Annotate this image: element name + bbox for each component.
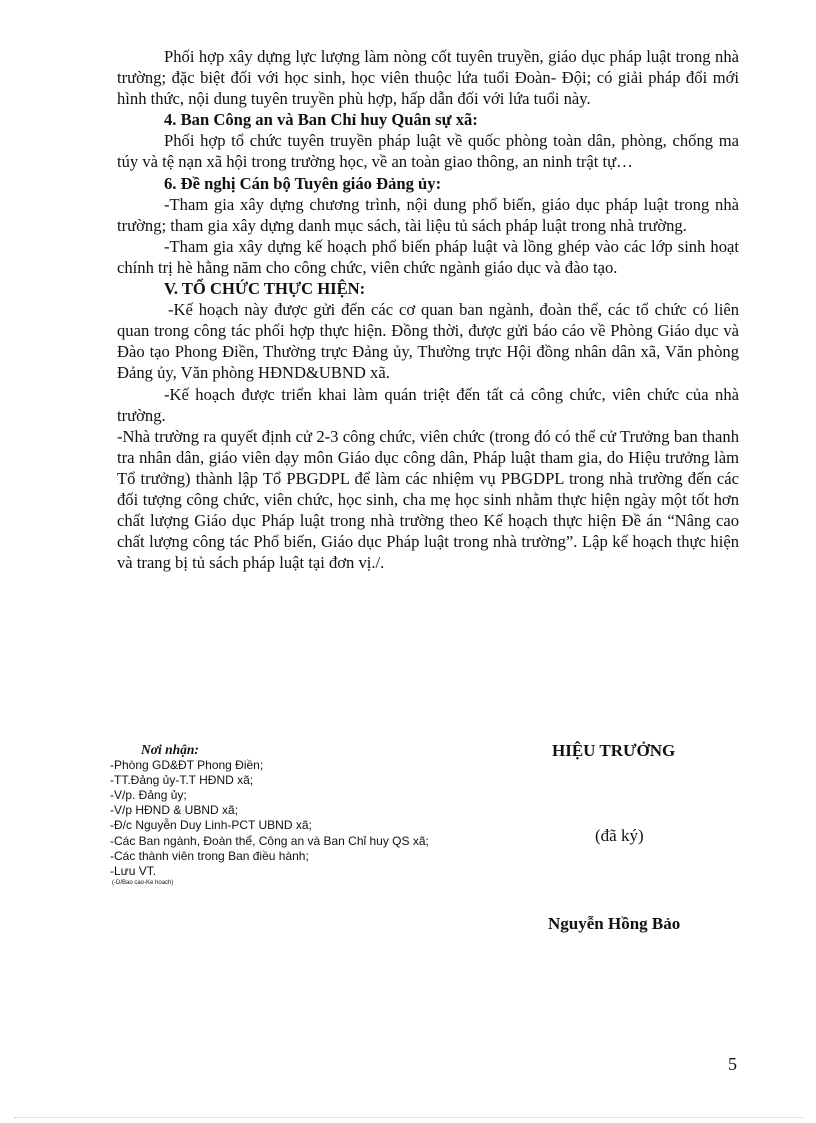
document-body [117, 46, 739, 573]
paragraph-distribution: -Kế hoạch này được gửi đến các cơ quan ban ngành, đoàn thể, các tổ chức có liên quan trong công tác phối hợp thực hiện. Đồng thời, được gửi báo cáo về Phòng Giáo dục và Đào tạo Phong Điền, Thường trực Đảng ủy, Thường trực Hội đồng nhân dân xã, Văn phòng Đảng ủy, Văn phòng HĐND&UBND xã. [117, 300, 739, 383]
paragraph-program: -Tham gia xây dựng chương trình, nội dung phổ biến, giáo dục pháp luật trong nhà trường; tham gia xây dựng danh mục sách, tài liệu tủ sách pháp luật trong nhà trường. [117, 194, 739, 235]
paragraph-police-military: Phối hợp tổ chức tuyên truyền pháp luật về quốc phòng toàn dân, phòng, chống ma túy và tệ nạn xã hội trong trường học, về an toàn giao thông, an ninh trật tự… [117, 131, 739, 172]
heading-implementation: V. TỔ CHỨC THỰC HIỆN: [164, 279, 366, 299]
signature-title: HIỆU TRƯỞNG [552, 741, 676, 760]
recipient-item: -Các Ban ngành, Đoàn thể, Công an và Ban Chỉ huy QS xã; [110, 833, 429, 848]
file-reference: (-D/Bao cao-Ke hoach) [112, 879, 174, 886]
signature-signed-note: (đã ký) [595, 826, 644, 845]
recipient-item: -Các thành viên trong Ban điều hành; [110, 848, 309, 863]
recipients-block [110, 742, 510, 887]
heading-propaganda-officer: 6. Đề nghị Cán bộ Tuyên giáo Đảng ủy: [164, 173, 442, 193]
paragraph-plan: -Tham gia xây dựng kế hoạch phổ biến pháp luật và lồng ghép vào các lớp sinh hoạt chính trị hè hằng năm cho công chức, viên chức ngành giáo dục và đào tạo. [117, 236, 739, 277]
recipient-item: -Lưu VT. [110, 863, 157, 878]
recipient-item: -TT.Đảng ủy-T.T HĐND xã; [110, 773, 254, 788]
page-number: 5 [728, 1054, 737, 1074]
paragraph-team: -Nhà trường ra quyết định cử 2-3 công chức, viên chức (trong đó có thể cử Trưởng ban thanh tra nhân dân, giáo viên dạy môn Giáo dục công dân, Pháp luật tham gia, do Hiệu trưởng làm Tổ trưởng) thành lập Tổ PBGDPL để làm các nhiệm vụ PBGDPL trong nhà trường đến các đối tượng công chức, viên chức, học sinh, cha mẹ học sinh nhằm thực hiện ngày một tốt hơn chất lượng Giáo dục Pháp luật trong nhà trường theo Kế hoạch thực hiện Đề án “Nâng cao chất lượng công tác Phổ biến, Giáo dục Pháp luật trong nhà trường”. Lập kế hoạch thực hiện và trang bị tủ sách pháp luật tại đơn vị./. [117, 426, 739, 573]
paragraph-deployment: -Kế hoạch được triển khai làm quán triệt đến tất cả công chức, viên chức của nhà trường. [117, 384, 739, 425]
heading-police-military: 4. Ban Công an và Ban Chỉ huy Quân sự xã: [164, 110, 478, 130]
page-bottom-divider [14, 1117, 804, 1118]
recipient-item: -V/p HĐND & UBND xã; [110, 803, 239, 818]
recipient-item: -Đ/c Nguyễn Duy Linh-PCT UBND xã; [110, 818, 312, 833]
recipient-item: -V/p. Đảng ủy; [110, 788, 187, 803]
recipient-item: -Phòng GD&ĐT Phong Điền; [110, 758, 264, 773]
recipients-title: Nơi nhận: [141, 742, 199, 757]
signer-name: Nguyễn Hồng Bảo [548, 914, 681, 933]
paragraph-coordination: Phối hợp xây dựng lực lượng làm nòng cốt tuyên truyền, giáo dục pháp luật trong nhà trường; đặc biệt đối với học sinh, học viên thuộc lứa tuổi Đoàn- Đội; có giải pháp đổi mới hình thức, nội dung tuyên truyền phù hợp, hấp dẫn đối với lứa tuổi này. [117, 47, 739, 109]
